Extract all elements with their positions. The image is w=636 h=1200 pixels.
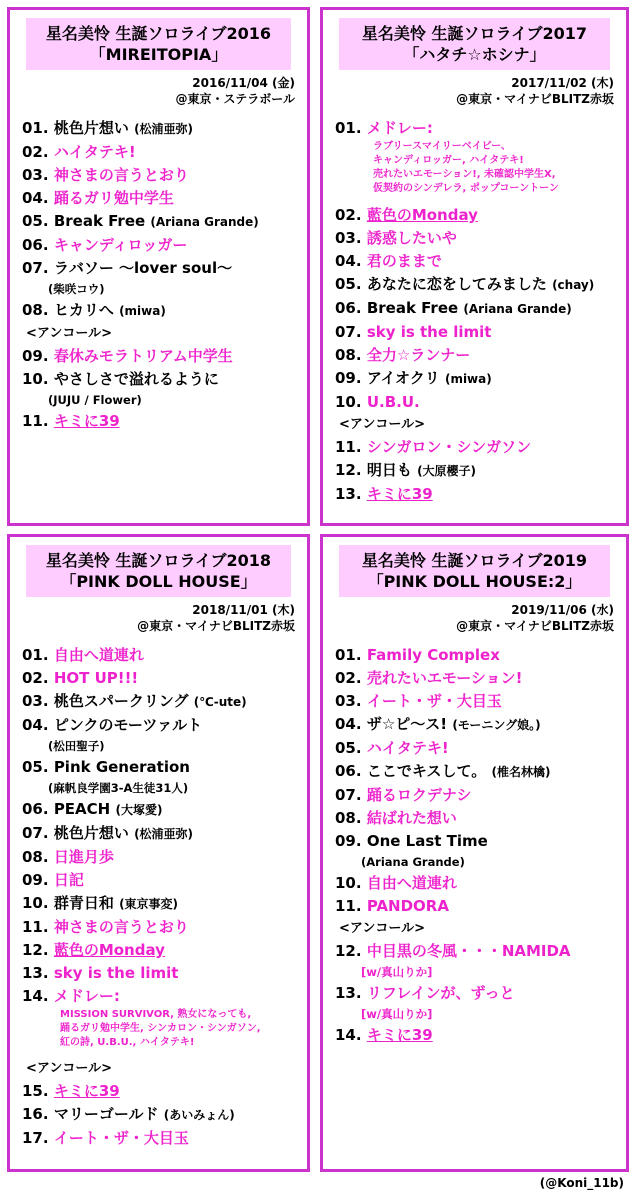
song-number: 06. — [335, 762, 362, 780]
song-number: 10. — [335, 874, 362, 892]
song-row — [22, 798, 307, 822]
setlist-panel-2017 — [320, 7, 629, 526]
song-number: 11. — [335, 438, 362, 456]
song-title: 群青日和 — [53, 894, 114, 912]
panel-title: 星名美怜 生誕ソロライブ2016 — [45, 24, 272, 43]
song-number: 06. — [22, 800, 49, 818]
song-title: 藍色のMonday — [366, 206, 478, 224]
medley-song-line: 踊るガリ勉中学生, シンカロン・シンガソン, — [60, 1023, 261, 1034]
panel-venue: @東京・ステラボール — [175, 92, 295, 106]
song-title: 桃色片想い — [53, 119, 129, 137]
song-credit-line: (Ariana Grande) — [361, 855, 465, 869]
song-title: 日進月歩 — [53, 848, 114, 866]
song-row — [22, 1103, 307, 1127]
song-number: 07. — [22, 259, 49, 277]
song-row — [335, 273, 626, 297]
song-title: 自由へ道連れ — [53, 646, 144, 664]
panel-date: 2018/11/01 (木) — [192, 603, 295, 617]
song-title: 結ばれた想い — [366, 809, 457, 827]
song-row — [335, 830, 626, 853]
song-row — [22, 141, 307, 164]
song-artist: (miwa) — [119, 304, 166, 318]
medley-song-line: 仮契約のシンデレラ, ポップコーントーン — [373, 183, 559, 194]
song-number: 12. — [335, 461, 362, 479]
song-title: HOT UP!!! — [53, 669, 139, 687]
song-row — [335, 690, 626, 713]
song-number: 09. — [22, 871, 49, 889]
song-number: 14. — [335, 1026, 362, 1044]
song-title: 藍色のMonday — [53, 941, 165, 959]
song-row — [22, 117, 307, 141]
song-row — [335, 391, 626, 414]
song-number: 03. — [335, 692, 362, 710]
song-row — [335, 483, 626, 506]
song-row — [22, 892, 307, 916]
song-number: 13. — [335, 984, 362, 1002]
song-title: PANDORA — [366, 897, 449, 915]
song-number: 07. — [335, 323, 362, 341]
song-number: 17. — [22, 1129, 49, 1147]
song-title: ザ☆ピ～ス! — [366, 715, 448, 733]
medley-song-line: 紅の詩, U.B.U., ハイタテキ! — [60, 1037, 195, 1048]
song-number: 13. — [335, 485, 362, 503]
song-artist: (Ariana Grande) — [150, 215, 259, 229]
panel-date: 2016/11/04 (金) — [192, 76, 295, 90]
song-row — [22, 846, 307, 869]
song-list — [323, 644, 626, 1047]
song-number: 05. — [22, 758, 49, 776]
song-row — [335, 297, 626, 321]
song-title: Break Free — [53, 212, 146, 230]
panel-title: 星名美怜 生誕ソロライブ2018 — [45, 551, 272, 570]
song-row — [335, 895, 626, 918]
song-row — [335, 367, 626, 391]
song-artist: (miwa) — [444, 372, 492, 386]
song-row — [335, 713, 626, 737]
song-credit-line: [w/真山りか] — [361, 965, 433, 979]
song-number: 12. — [22, 941, 49, 959]
medley-song-line: MISSION SURVIVOR, 熟女になっても, — [60, 1009, 252, 1020]
song-number: 07. — [335, 786, 362, 804]
song-title: PEACH — [53, 800, 111, 818]
song-number: 04. — [335, 252, 362, 270]
song-row — [22, 822, 307, 846]
song-number: 15. — [22, 1082, 49, 1100]
song-row — [22, 1127, 307, 1150]
song-number: 11. — [335, 897, 362, 915]
song-row — [22, 299, 307, 323]
song-title: ハイタテキ! — [53, 143, 136, 161]
song-list — [323, 117, 626, 506]
song-artist: (Ariana Grande) — [463, 302, 572, 316]
panel-subtitle: 「MIREITOPIA」 — [89, 45, 228, 64]
song-row — [335, 667, 626, 690]
song-row — [335, 982, 626, 1005]
panel-venue: @東京・マイナビBLITZ赤坂 — [456, 92, 614, 106]
song-number: 07. — [22, 824, 49, 842]
song-title: 踊るロクデナシ — [366, 786, 472, 804]
song-row — [22, 210, 307, 234]
panel-subtitle: 「PINK DOLL HOUSE」 — [60, 572, 257, 591]
song-artist: (℃-ute) — [193, 695, 247, 709]
song-title: Pink Generation — [53, 758, 190, 776]
panel-subtitle: 「ハタチ☆ホシナ」 — [403, 45, 546, 64]
song-artist: (松浦亜弥) — [134, 122, 194, 136]
song-number: 09. — [22, 347, 49, 365]
song-number: 10. — [335, 393, 362, 411]
song-title: キミに39 — [53, 1082, 120, 1100]
song-number: 16. — [22, 1105, 49, 1123]
song-artist: (松浦亜弥) — [134, 827, 194, 841]
medley-song-line: ラブリースマイリーベイビー、 — [373, 141, 511, 152]
song-number: 03. — [335, 229, 362, 247]
song-number: 09. — [335, 832, 362, 850]
song-title: 明日も — [366, 461, 412, 479]
spacer — [22, 1050, 307, 1058]
song-row — [335, 344, 626, 367]
song-row — [22, 690, 307, 714]
song-number: 04. — [22, 716, 49, 734]
song-number: 11. — [22, 918, 49, 936]
song-number: 05. — [22, 212, 49, 230]
song-title: ピンクのモーツァルト — [53, 716, 203, 734]
song-artist: (大塚愛) — [115, 803, 163, 817]
song-number: 08. — [335, 809, 362, 827]
panel-title: 星名美怜 生誕ソロライブ2019 — [361, 551, 588, 570]
song-row — [22, 939, 307, 962]
song-number: 10. — [22, 894, 49, 912]
panel-title-box — [339, 18, 610, 70]
medley-song-line: 売れたいエモーション!, 未確認中学生X, — [373, 169, 556, 180]
song-row — [335, 250, 626, 273]
author-credit: (@Koni_11b) — [539, 1176, 624, 1190]
song-artist: (大原櫻子) — [417, 464, 477, 478]
song-row — [22, 257, 307, 280]
song-title: 桃色片想い — [53, 824, 129, 842]
song-artist: (東京事変) — [119, 897, 179, 911]
song-number: 08. — [335, 346, 362, 364]
song-title: やさしさで溢れるように — [53, 370, 219, 388]
encore-label: <アンコール> — [26, 326, 113, 341]
song-number: 05. — [335, 275, 362, 293]
panel-title-box — [26, 545, 291, 597]
song-row — [335, 644, 626, 667]
song-credit-line: (柴咲コウ) — [48, 282, 105, 296]
song-row — [22, 916, 307, 939]
song-row — [335, 117, 626, 140]
song-title: メドレー: — [366, 119, 433, 137]
song-credit-line: (松田聖子) — [48, 739, 105, 753]
song-number: 14. — [22, 987, 49, 1005]
song-title: 君のままで — [366, 252, 442, 270]
song-number: 03. — [22, 692, 49, 710]
song-title: 全力☆ランナー — [366, 346, 471, 364]
song-number: 01. — [22, 119, 49, 137]
song-row — [22, 345, 307, 368]
song-row — [22, 368, 307, 391]
spacer — [335, 196, 626, 204]
song-artist: (椎名林檎) — [491, 765, 551, 779]
setlist-panel-2018 — [7, 534, 310, 1172]
encore-label: <アンコール> — [339, 417, 426, 432]
song-list — [10, 117, 307, 433]
song-title: 神さまの言うとおり — [53, 166, 189, 184]
song-row — [335, 737, 626, 760]
song-title: 神さまの言うとおり — [53, 918, 189, 936]
song-row — [335, 940, 626, 963]
panel-title: 星名美怜 生誕ソロライブ2017 — [361, 24, 588, 43]
song-number: 10. — [22, 370, 49, 388]
song-number: 04. — [335, 715, 362, 733]
song-number: 03. — [22, 166, 49, 184]
song-artist: (モーニング娘。) — [452, 718, 541, 732]
song-title: キミに39 — [366, 1026, 433, 1044]
song-row — [22, 667, 307, 690]
song-title: sky is the limit — [53, 964, 179, 982]
encore-label: <アンコール> — [26, 1061, 113, 1076]
song-row — [335, 1024, 626, 1047]
song-title: 日記 — [53, 871, 84, 889]
song-number: 08. — [22, 301, 49, 319]
song-title: キミに39 — [366, 485, 433, 503]
song-title: イート・ザ・大目玉 — [366, 692, 502, 710]
song-title: あなたに恋をしてみました — [366, 275, 547, 293]
song-number: 09. — [335, 369, 362, 387]
song-title: 春休みモラトリアム中学生 — [53, 347, 233, 365]
song-title: キミに39 — [53, 412, 120, 430]
panel-title-box — [26, 18, 291, 70]
song-title: マリーゴールド — [53, 1105, 159, 1123]
song-title: 中目黒の冬風・・・NAMIDA — [366, 942, 571, 960]
song-title: ここでキスして。 — [366, 762, 487, 780]
song-title: キャンディロッガー — [53, 236, 188, 254]
song-credit-line: [w/真山りか] — [361, 1007, 433, 1021]
song-row — [22, 410, 307, 433]
panel-subtitle: 「PINK DOLL HOUSE:2」 — [367, 572, 582, 591]
song-credit-line: (JUJU / Flower) — [48, 393, 142, 407]
song-row — [335, 204, 626, 227]
song-number: 01. — [335, 119, 362, 137]
song-number: 12. — [335, 942, 362, 960]
song-list — [10, 644, 307, 1150]
song-title: 踊るガリ勉中学生 — [53, 189, 174, 207]
song-title: シンガロン・シンガソン — [366, 438, 532, 456]
song-title: イート・ザ・大目玉 — [53, 1129, 189, 1147]
song-title: ラバソー ～lover soul～ — [53, 259, 233, 277]
song-number: 06. — [22, 236, 49, 254]
song-number: 05. — [335, 739, 362, 757]
setlist-panel-2019 — [320, 534, 629, 1172]
song-title: Break Free — [366, 299, 459, 317]
song-title: ヒカリへ — [53, 301, 114, 319]
song-number: 04. — [22, 189, 49, 207]
panel-title-box — [339, 545, 610, 597]
song-row — [22, 187, 307, 210]
panel-date: 2019/11/06 (水) — [511, 603, 614, 617]
song-title: 誘惑したいや — [366, 229, 457, 247]
song-artist: (chay) — [552, 278, 595, 292]
song-row — [22, 644, 307, 667]
setlist-panel-2016 — [7, 7, 310, 526]
song-credit-line: (麻帆良学園3-A生徒31人) — [48, 781, 189, 795]
song-number: 06. — [335, 299, 362, 317]
song-row — [335, 807, 626, 830]
song-row — [22, 985, 307, 1008]
panel-venue: @東京・マイナビBLITZ赤坂 — [137, 619, 295, 633]
song-title: One Last Time — [366, 832, 488, 850]
song-title: 自由へ道連れ — [366, 874, 457, 892]
medley-song-line: キャンディロッガー, ハイタテキ! — [373, 155, 524, 166]
song-number: 02. — [335, 669, 362, 687]
song-title: U.B.U. — [366, 393, 420, 411]
song-number: 11. — [22, 412, 49, 430]
song-row — [22, 234, 307, 257]
song-row — [335, 227, 626, 250]
song-artist: (あいみょん) — [163, 1108, 235, 1122]
song-title: アイオクリ — [366, 369, 440, 387]
song-number: 01. — [22, 646, 49, 664]
song-title: メドレー: — [53, 987, 120, 1005]
encore-label: <アンコール> — [339, 921, 426, 936]
panel-venue: @東京・マイナビBLITZ赤坂 — [456, 619, 614, 633]
song-title: ハイタテキ! — [366, 739, 449, 757]
song-number: 13. — [22, 964, 49, 982]
song-row — [335, 760, 626, 784]
song-row — [22, 756, 307, 779]
song-number: 01. — [335, 646, 362, 664]
panel-date: 2017/11/02 (木) — [511, 76, 614, 90]
song-row — [22, 869, 307, 892]
song-title: 売れたいエモーション! — [366, 669, 523, 687]
song-number: 02. — [22, 669, 49, 687]
song-title: Family Complex — [366, 646, 500, 664]
song-row — [335, 784, 626, 807]
song-row — [22, 714, 307, 737]
song-row — [335, 872, 626, 895]
song-row — [22, 962, 307, 985]
song-row — [22, 164, 307, 187]
song-title: 桃色スパークリング — [53, 692, 189, 710]
song-title: リフレインが、ずっと — [366, 984, 515, 1002]
song-row — [335, 436, 626, 459]
song-number: 08. — [22, 848, 49, 866]
song-row — [335, 321, 626, 344]
song-number: 02. — [22, 143, 49, 161]
song-number: 02. — [335, 206, 362, 224]
song-title: sky is the limit — [366, 323, 492, 341]
song-row — [22, 1080, 307, 1103]
song-row — [335, 459, 626, 483]
